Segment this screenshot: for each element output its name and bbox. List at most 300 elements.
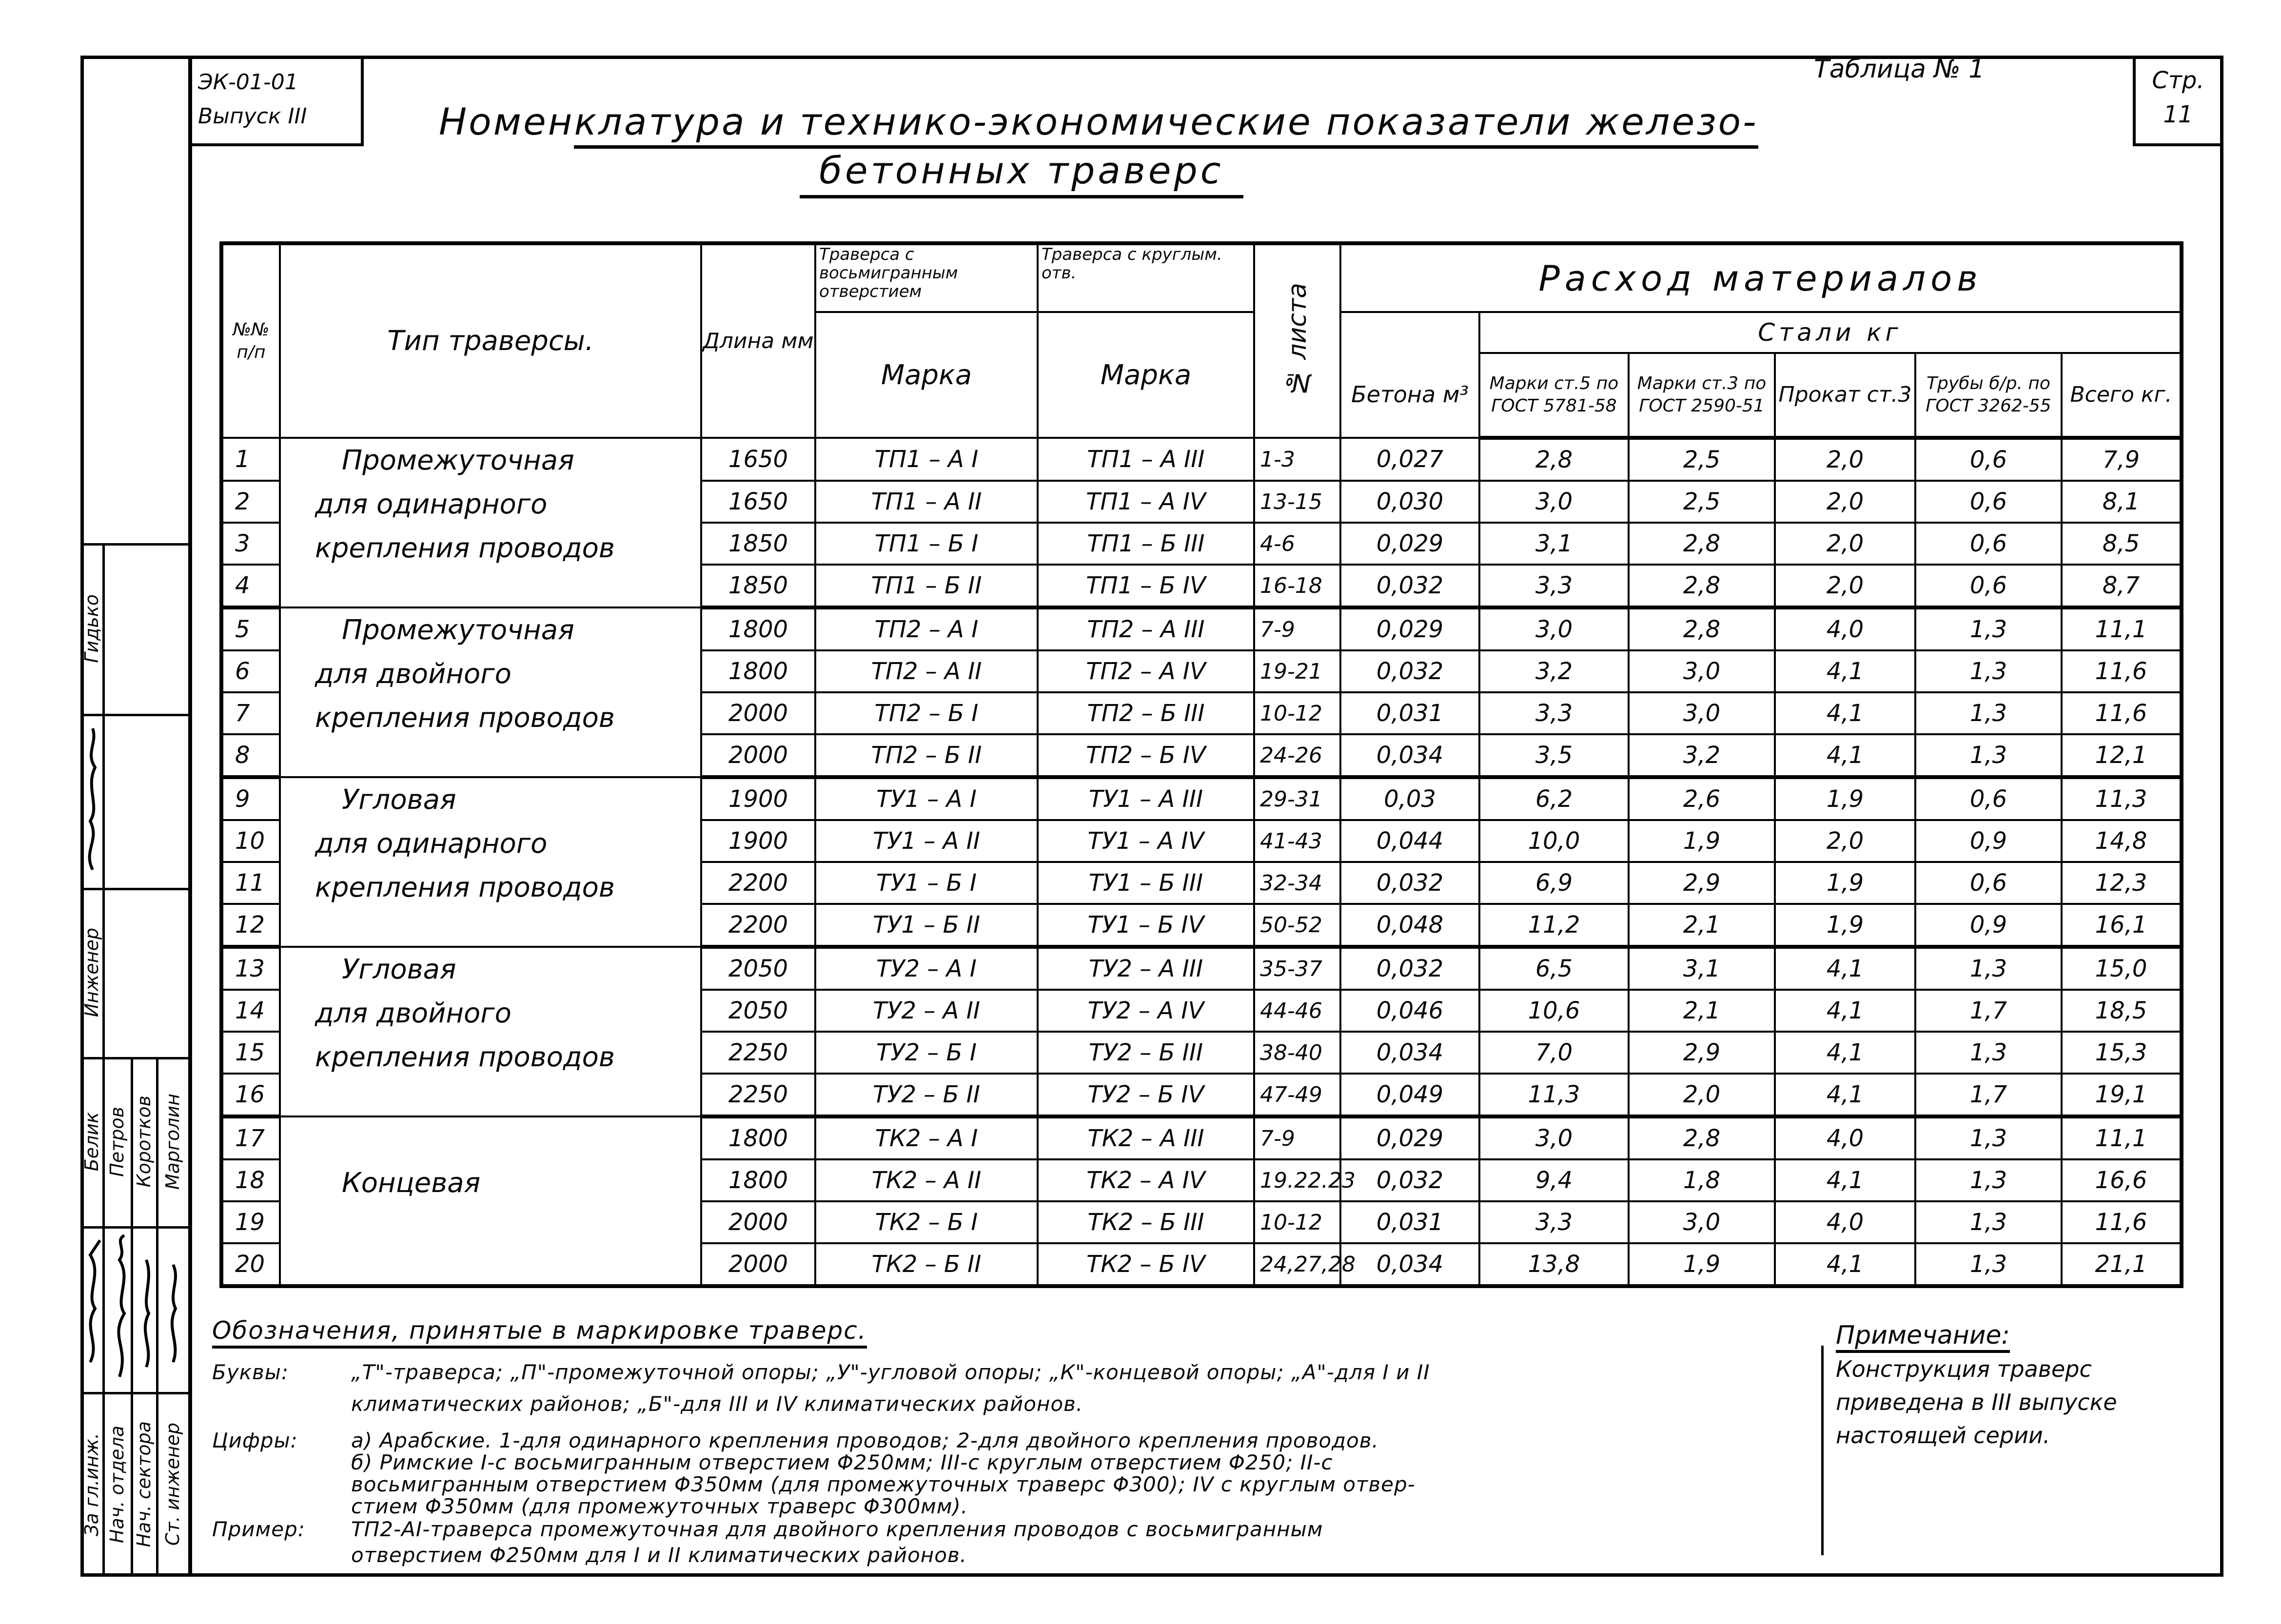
rolled-steel: 2,0: [1775, 565, 1915, 607]
concrete: 0,032: [1340, 565, 1479, 607]
traverse-type-line: для одинарного: [315, 489, 548, 520]
rolled-steel: 4,0: [1775, 1201, 1915, 1243]
total: 11,6: [2062, 1201, 2182, 1243]
steel-st3: 1,8: [1629, 1159, 1775, 1201]
steel-st3: 2,9: [1629, 1032, 1775, 1074]
steel-st3: 3,1: [1629, 947, 1775, 990]
steel-st3: 1,9: [1629, 1243, 1775, 1286]
sheet-numbers: 35-37: [1254, 947, 1340, 990]
page-number: 11: [2163, 101, 2193, 128]
rolled-steel: 4,1: [1775, 1243, 1915, 1286]
row-number: 19: [221, 1201, 280, 1243]
letters-label: Буквы:: [212, 1360, 289, 1384]
mark-octagonal: ТУ1 – А I: [815, 777, 1038, 820]
concrete: 0,03: [1340, 777, 1479, 820]
sheet-numbers: 1-3: [1254, 438, 1340, 481]
rolled-steel: 4,1: [1775, 990, 1915, 1032]
signature: [172, 1265, 176, 1362]
row-number: 13: [221, 947, 280, 990]
document-code: ЭК-01-01: [198, 70, 298, 95]
rolled-steel: 1,9: [1775, 777, 1915, 820]
mark-octagonal: ТК2 – А II: [815, 1159, 1038, 1201]
mark-round: ТК2 – Б III: [1038, 1201, 1254, 1243]
example-line-1: ТП2-АI-траверса промежуточная для двойного крепления проводов с восьмигранным: [351, 1517, 1323, 1541]
traverse-type-line: Угловая: [342, 784, 456, 816]
traverse-type-line: Угловая: [342, 954, 456, 985]
remark-block: [1836, 1319, 2117, 1452]
total: 16,6: [2062, 1159, 2182, 1201]
steel-st5: 6,2: [1479, 777, 1629, 820]
pipes: 1,3: [1915, 947, 2062, 990]
rolled-steel: 4,1: [1775, 650, 1915, 692]
steel-st5: 3,0: [1479, 481, 1629, 523]
total: 14,8: [2062, 820, 2182, 862]
mark-round: ТП1 – А III: [1038, 438, 1254, 481]
steel-st3: 2,9: [1629, 862, 1775, 904]
row-number: 17: [221, 1116, 280, 1159]
steel-st3: 2,1: [1629, 904, 1775, 947]
length: 2000: [701, 734, 815, 777]
steel-st5: 2,8: [1479, 438, 1629, 481]
traverse-type: [280, 438, 701, 607]
traverse-type: [280, 777, 701, 947]
total: 11,6: [2062, 692, 2182, 734]
steel-st3: 2,8: [1629, 1116, 1775, 1159]
mark-octagonal: ТП2 – А II: [815, 650, 1038, 692]
sheet-numbers: 16-18: [1254, 565, 1340, 607]
pipes: 0,9: [1915, 820, 2062, 862]
total: 11,3: [2062, 777, 2182, 820]
mark-octagonal: ТУ2 – Б I: [815, 1032, 1038, 1074]
steel-st5: 3,2: [1479, 650, 1629, 692]
mark-round: ТК2 – А III: [1038, 1116, 1254, 1159]
pipes: 1,3: [1915, 1243, 2062, 1286]
row-number: 2: [221, 481, 280, 523]
traverse-type-line: для двойного: [315, 998, 511, 1029]
steel-st3: 2,8: [1629, 565, 1775, 607]
sheet-numbers: 38-40: [1254, 1032, 1340, 1074]
length: 2000: [701, 1243, 815, 1286]
header-octagonal-hole-group: Траверса с восьмигранным отверстием: [815, 243, 1038, 312]
sheet-numbers: 19.22.23: [1254, 1159, 1340, 1201]
stamp-name-text: Петров: [106, 1106, 128, 1177]
row-number: 15: [221, 1032, 280, 1074]
mark-octagonal: ТУ2 – А I: [815, 947, 1038, 990]
table-number: Таблица № 1: [1814, 55, 1985, 84]
mark-round: ТП2 – Б IV: [1038, 734, 1254, 777]
remark-line-3: настоящей серии.: [1836, 1422, 2050, 1448]
rolled-steel: 4,1: [1775, 734, 1915, 777]
sheet-numbers: 19-21: [1254, 650, 1340, 692]
rolled-steel: 4,1: [1775, 1032, 1915, 1074]
rolled-steel: 2,0: [1775, 523, 1915, 565]
title-part-1: Номен: [439, 100, 574, 143]
table-body: [221, 438, 2182, 1286]
row-number: 5: [221, 607, 280, 650]
steel-st3: 2,0: [1629, 1074, 1775, 1116]
steel-st5: 11,2: [1479, 904, 1629, 947]
traverse-type-line: для одинарного: [315, 828, 548, 860]
pipes: 0,6: [1915, 777, 2062, 820]
length: 1800: [701, 607, 815, 650]
pipes: 1,3: [1915, 1159, 2062, 1201]
pipes: 0,6: [1915, 523, 2062, 565]
digits-label: Цифры:: [212, 1428, 298, 1452]
stamp-role: [80, 1392, 102, 1577]
header-type: Тип траверсы.: [280, 243, 701, 438]
concrete: 0,049: [1340, 1074, 1479, 1116]
header-steel-st5: Марки ст.5 по ГОСТ 5781-58: [1479, 353, 1629, 438]
mark-octagonal: ТК2 – А I: [815, 1116, 1038, 1159]
mark-octagonal: ТП1 – А I: [815, 438, 1038, 481]
header-rolled-steel: Прокат ст.3: [1775, 353, 1915, 438]
traverse-type: [280, 607, 701, 777]
mark-round: ТП1 – А IV: [1038, 481, 1254, 523]
steel-st3: 3,0: [1629, 650, 1775, 692]
remark-line-2: приведена в III выпуске: [1836, 1389, 2117, 1415]
rolled-steel: 4,1: [1775, 1159, 1915, 1201]
steel-st3: 2,8: [1629, 607, 1775, 650]
concrete: 0,032: [1340, 1159, 1479, 1201]
length: 2050: [701, 990, 815, 1032]
traverse-type: [280, 947, 701, 1116]
concrete: 0,030: [1340, 481, 1479, 523]
digits-arabic: а) Арабские. 1-для одинарного крепления проводов; 2-для двойного крепления проводов.: [351, 1428, 1379, 1452]
mark-octagonal: ТУ1 – Б I: [815, 862, 1038, 904]
steel-st3: 2,5: [1629, 438, 1775, 481]
sheet-numbers: 13-15: [1254, 481, 1340, 523]
remark-line-1: Конструкция траверс: [1836, 1356, 2092, 1382]
steel-st5: 6,9: [1479, 862, 1629, 904]
sheet-numbers: 41-43: [1254, 820, 1340, 862]
traverse-type-line: для двойного: [315, 658, 511, 690]
stamp-role: [132, 1392, 156, 1577]
header-pipes: Трубы б/р. по ГОСТ 3262-55: [1915, 353, 2062, 438]
total: 11,1: [2062, 607, 2182, 650]
sheet-numbers: 24,27,28: [1254, 1243, 1340, 1286]
total: 15,3: [2062, 1032, 2182, 1074]
concrete: 0,032: [1340, 862, 1479, 904]
traverse-type-line: крепления проводов: [315, 702, 615, 734]
header-steel: Стали кг: [1479, 312, 2182, 353]
pipes: 1,3: [1915, 1201, 2062, 1243]
mark-round: ТК2 – Б IV: [1038, 1243, 1254, 1286]
steel-st5: 13,8: [1479, 1243, 1629, 1286]
row-number: 1: [221, 438, 280, 481]
row-number: 18: [221, 1159, 280, 1201]
mark-round: ТУ2 – А III: [1038, 947, 1254, 990]
stamp-name: [80, 543, 102, 714]
mark-round: ТП2 – Б III: [1038, 692, 1254, 734]
page-title-line-2: бетонных траверс: [800, 149, 1243, 198]
row-number: 12: [221, 904, 280, 947]
pipes: 0,9: [1915, 904, 2062, 947]
rolled-steel: 1,9: [1775, 904, 1915, 947]
row-number: 9: [221, 777, 280, 820]
concrete: 0,032: [1340, 650, 1479, 692]
total: 16,1: [2062, 904, 2182, 947]
example-label: Пример:: [212, 1517, 305, 1541]
header-length: Длина мм: [701, 243, 815, 438]
rolled-steel: 2,0: [1775, 438, 1915, 481]
steel-st3: 3,0: [1629, 692, 1775, 734]
steel-st5: 6,5: [1479, 947, 1629, 990]
length: 1900: [701, 820, 815, 862]
length: 1850: [701, 565, 815, 607]
mark-octagonal: ТУ2 – Б II: [815, 1074, 1038, 1116]
rolled-steel: 4,0: [1775, 607, 1915, 650]
rolled-steel: 2,0: [1775, 820, 1915, 862]
rolled-steel: 4,0: [1775, 1116, 1915, 1159]
sheet-numbers: 47-49: [1254, 1074, 1340, 1116]
rolled-steel: 4,1: [1775, 947, 1915, 990]
stamp-role: [103, 1392, 131, 1577]
title-part-1-underlined: клатура и технико-экономические показатели железо-: [574, 100, 1758, 149]
length: 1850: [701, 523, 815, 565]
mark-round: ТУ1 – А III: [1038, 777, 1254, 820]
digits-roman-1: б) Римские I-с восьмигранным отверстием Φ250мм; III-с круглым отверстием Φ250; II-с: [351, 1450, 1333, 1474]
rolled-steel: 1,9: [1775, 862, 1915, 904]
steel-st3: 2,1: [1629, 990, 1775, 1032]
document-code-box: [188, 56, 364, 146]
mark-round: ТП2 – А IV: [1038, 650, 1254, 692]
example-line-2: отверстием Φ250мм для I и II климатических районов.: [351, 1543, 967, 1567]
mark-round: ТУ2 – Б III: [1038, 1032, 1254, 1074]
total: 21,1: [2062, 1243, 2182, 1286]
concrete: 0,046: [1340, 990, 1479, 1032]
rolled-steel: 4,1: [1775, 692, 1915, 734]
header-concrete: Бетона м³: [1340, 312, 1479, 438]
stamp-name-text: Белик: [80, 1112, 102, 1172]
header-steel-st3: Марки ст.3 по ГОСТ 2590-51: [1629, 353, 1775, 438]
length: 1800: [701, 1159, 815, 1201]
signature: [118, 1235, 124, 1377]
mark-octagonal: ТК2 – Б I: [815, 1201, 1038, 1243]
stamp-name-text: Марголин: [162, 1093, 183, 1190]
length: 2050: [701, 947, 815, 990]
steel-st5: 10,0: [1479, 820, 1629, 862]
row-number: 6: [221, 650, 280, 692]
steel-st5: 10,6: [1479, 990, 1629, 1032]
steel-st3: 3,2: [1629, 734, 1775, 777]
mark-round: ТУ1 – Б IV: [1038, 904, 1254, 947]
pipes: 1,3: [1915, 734, 2062, 777]
mark-octagonal: ТП2 – Б II: [815, 734, 1038, 777]
page-number-box: [2133, 56, 2223, 146]
pipes: 1,3: [1915, 1116, 2062, 1159]
stamp-role: [157, 1392, 188, 1577]
steel-st5: 11,3: [1479, 1074, 1629, 1116]
mark-octagonal: ТП2 – А I: [815, 607, 1038, 650]
table-row: [221, 777, 2182, 820]
steel-st5: 3,1: [1479, 523, 1629, 565]
steel-st5: 3,0: [1479, 607, 1629, 650]
page-title-line-1: [439, 100, 1758, 143]
pipes: 0,6: [1915, 481, 2062, 523]
stamp-role-text: Ст. инженер: [162, 1423, 183, 1546]
length: 2250: [701, 1074, 815, 1116]
length: 2200: [701, 862, 815, 904]
sheet-numbers: 7-9: [1254, 607, 1340, 650]
row-number: 7: [221, 692, 280, 734]
mark-round: ТП2 – А III: [1038, 607, 1254, 650]
traverse-type-line: крепления проводов: [315, 532, 615, 564]
pipes: 0,6: [1915, 862, 2062, 904]
table-row: [221, 947, 2182, 990]
row-number: 20: [221, 1243, 280, 1286]
digits-roman-3: стием Φ350мм (для промежуточных траверс Φ300мм).: [351, 1494, 968, 1518]
concrete: 0,034: [1340, 734, 1479, 777]
mark-octagonal: ТУ2 – А II: [815, 990, 1038, 1032]
concrete: 0,031: [1340, 1201, 1479, 1243]
concrete: 0,027: [1340, 438, 1479, 481]
row-number: 10: [221, 820, 280, 862]
length: 1900: [701, 777, 815, 820]
total: 11,6: [2062, 650, 2182, 692]
total: 7,9: [2062, 438, 2182, 481]
sheet-numbers: 24-26: [1254, 734, 1340, 777]
stamp-name-text: Гидько: [80, 594, 102, 663]
steel-st3: 2,6: [1629, 777, 1775, 820]
rolled-steel: 2,0: [1775, 481, 1915, 523]
header-row-number: №№ п/п: [221, 243, 280, 438]
total: 8,5: [2062, 523, 2182, 565]
table-row: [221, 1116, 2182, 1159]
sheet-numbers: 4-6: [1254, 523, 1340, 565]
mark-round: ТП1 – Б IV: [1038, 565, 1254, 607]
total: 8,1: [2062, 481, 2182, 523]
steel-st5: 3,5: [1479, 734, 1629, 777]
mark-round: ТУ1 – Б III: [1038, 862, 1254, 904]
signature: [90, 728, 95, 870]
sheet-numbers: 50-52: [1254, 904, 1340, 947]
traverse-type-line: крепления проводов: [315, 1041, 615, 1073]
row-number: 14: [221, 990, 280, 1032]
mark-octagonal: ТП2 – Б I: [815, 692, 1038, 734]
mark-octagonal: ТУ1 – А II: [815, 820, 1038, 862]
stamp-name-text: Коротков: [133, 1096, 155, 1188]
length: 1650: [701, 438, 815, 481]
total: 11,1: [2062, 1116, 2182, 1159]
header-sheet-number: [1254, 243, 1340, 438]
pipes: 1,7: [1915, 990, 2062, 1032]
total: 18,5: [2062, 990, 2182, 1032]
total: 19,1: [2062, 1074, 2182, 1116]
mark-round: ТУ2 – А IV: [1038, 990, 1254, 1032]
pipes: 0,6: [1915, 438, 2062, 481]
pipes: 1,7: [1915, 1074, 2062, 1116]
steel-st3: 2,8: [1629, 523, 1775, 565]
length: 1650: [701, 481, 815, 523]
header-materials-consumption: Расход материалов: [1340, 243, 2182, 312]
length: 2250: [701, 1032, 815, 1074]
concrete: 0,032: [1340, 947, 1479, 990]
mark-octagonal: ТП1 – А II: [815, 481, 1038, 523]
concrete: 0,029: [1340, 1116, 1479, 1159]
length: 2000: [701, 1201, 815, 1243]
sheet-numbers: 10-12: [1254, 692, 1340, 734]
mark-octagonal: ТУ1 – Б II: [815, 904, 1038, 947]
sheet-numbers: 44-46: [1254, 990, 1340, 1032]
mark-round: ТУ2 – Б IV: [1038, 1074, 1254, 1116]
row-number: 4: [221, 565, 280, 607]
steel-st5: 3,3: [1479, 1201, 1629, 1243]
sheet-numbers: 7-9: [1254, 1116, 1340, 1159]
rolled-steel: 4,1: [1775, 1074, 1915, 1116]
traverse-type-line: Промежуточная: [342, 614, 574, 646]
traverse-type-line: Концевая: [342, 1167, 481, 1199]
row-number: 3: [221, 523, 280, 565]
traverse-type-line: Промежуточная: [342, 445, 574, 476]
length: 2200: [701, 904, 815, 947]
steel-st5: 7,0: [1479, 1032, 1629, 1074]
total: 12,3: [2062, 862, 2182, 904]
mark-octagonal: ТК2 – Б II: [815, 1243, 1038, 1286]
sheet-numbers: 10-12: [1254, 1201, 1340, 1243]
header-mark-octagonal: Марка: [815, 312, 1038, 438]
mark-round: ТУ1 – А IV: [1038, 820, 1254, 862]
header-round-hole-group: Траверса с круглым. отв.: [1038, 243, 1254, 312]
total: 12,1: [2062, 734, 2182, 777]
handwritten-signatures: [80, 714, 190, 1392]
pipes: 1,3: [1915, 1032, 2062, 1074]
notes-heading: Обозначения, принятые в маркировке траверс.: [212, 1316, 867, 1349]
length: 2000: [701, 692, 815, 734]
header-sheet-number-text: № листа: [1282, 283, 1312, 397]
mark-octagonal: ТП1 – Б I: [815, 523, 1038, 565]
length: 1800: [701, 1116, 815, 1159]
issue-number: Выпуск III: [198, 104, 307, 129]
traverse-type-line: крепления проводов: [315, 872, 615, 903]
concrete: 0,029: [1340, 523, 1479, 565]
total: 8,7: [2062, 565, 2182, 607]
concrete: 0,029: [1340, 607, 1479, 650]
pipes: 1,3: [1915, 692, 2062, 734]
length: 1800: [701, 650, 815, 692]
header-total: Всего кг.: [2062, 353, 2182, 438]
pipes: 1,3: [1915, 650, 2062, 692]
digits-roman-2: восьмигранным отверстием Φ350мм (для промежуточных траверс Φ300); IV с круглым отвер-: [351, 1472, 1416, 1496]
notes-divider: [1821, 1346, 1824, 1555]
concrete: 0,044: [1340, 820, 1479, 862]
steel-st5: 3,3: [1479, 565, 1629, 607]
signature: [145, 1260, 149, 1367]
stamp-role-text: Инженер: [80, 927, 102, 1017]
steel-st5: 3,0: [1479, 1116, 1629, 1159]
pipes: 0,6: [1915, 565, 2062, 607]
row-number: 11: [221, 862, 280, 904]
table-row: [221, 607, 2182, 650]
letters-line-1: „Т"-траверса; „П"-промежуточной опоры; „У"-угловой опоры; „К"-концевой опоры; „А"-для I и II: [351, 1360, 1430, 1384]
steel-st5: 9,4: [1479, 1159, 1629, 1201]
mark-round: ТП1 – Б III: [1038, 523, 1254, 565]
traverse-nomenclature-table: [219, 241, 2183, 1288]
letters-line-2: климатических районов; „Б"-для III и IV климатических районов.: [351, 1392, 1083, 1416]
remark-heading: Примечание:: [1836, 1321, 2010, 1353]
total: 15,0: [2062, 947, 2182, 990]
steel-st3: 1,9: [1629, 820, 1775, 862]
row-number: 8: [221, 734, 280, 777]
sheet-numbers: 32-34: [1254, 862, 1340, 904]
page-label: Стр.: [2152, 67, 2204, 94]
stamp-role-text: Нач. отдела: [106, 1425, 128, 1544]
table-row: [221, 438, 2182, 481]
row-number: 16: [221, 1074, 280, 1116]
mark-octagonal: ТП1 – Б II: [815, 565, 1038, 607]
sheet-numbers: 29-31: [1254, 777, 1340, 820]
concrete: 0,034: [1340, 1032, 1479, 1074]
concrete: 0,034: [1340, 1243, 1479, 1286]
